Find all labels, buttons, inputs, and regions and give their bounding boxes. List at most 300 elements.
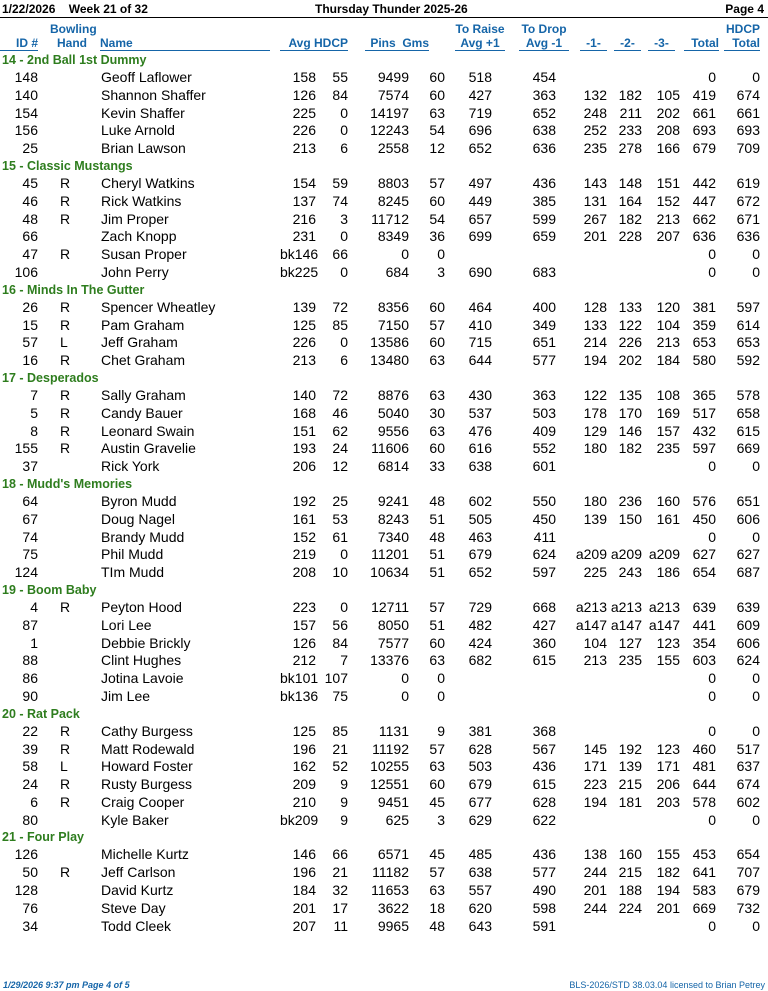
cell-hdcp: 52 <box>332 758 348 775</box>
cell-avg: 140 <box>292 386 316 403</box>
cell-drop: 436 <box>532 758 556 775</box>
cell-htotal: 592 <box>736 352 760 369</box>
cell-hdcp: 0 <box>340 228 348 245</box>
cell-total: 644 <box>692 776 716 793</box>
cell-hdcp: 9 <box>340 793 348 810</box>
cell-hdcp: 25 <box>332 492 348 509</box>
cell-id: 34 <box>22 917 38 934</box>
cell-gms: 63 <box>429 652 445 669</box>
cell-hand: R <box>60 740 71 757</box>
cell-total: 693 <box>692 122 716 139</box>
cell-pins: 684 <box>385 263 409 280</box>
cell-id: 22 <box>22 722 38 739</box>
cell-drop: 436 <box>532 846 556 863</box>
col-to-raise-sub: Avg +1 <box>455 36 505 51</box>
cell-avg: 193 <box>292 440 316 457</box>
cell-gms: 60 <box>429 192 445 209</box>
cell-g3: 161 <box>656 510 680 527</box>
cell-id: 75 <box>22 546 38 563</box>
cell-raise: 699 <box>468 228 492 245</box>
cell-avg: bk101 <box>280 670 319 687</box>
cell-avg: 157 <box>292 616 316 633</box>
cell-raise: 696 <box>468 122 492 139</box>
cell-avg: 137 <box>292 192 316 209</box>
table-row <box>0 723 768 741</box>
cell-g3: 186 <box>656 564 680 581</box>
cell-hdcp: 84 <box>332 634 348 651</box>
cell-g2: a209 <box>610 546 642 563</box>
cell-raise: 381 <box>468 722 492 739</box>
cell-gms: 51 <box>429 546 445 563</box>
cell-g1: 194 <box>583 793 607 810</box>
cell-pins: 7574 <box>377 86 409 103</box>
cell-hdcp: 0 <box>340 334 348 351</box>
cell-g3: 182 <box>656 864 680 881</box>
table-row <box>0 122 768 140</box>
cell-gms: 9 <box>437 722 445 739</box>
cell-raise: 643 <box>468 917 492 934</box>
table-row <box>0 617 768 635</box>
cell-id: 88 <box>22 652 38 669</box>
cell-total: 641 <box>692 864 716 881</box>
cell-avg: bk209 <box>280 811 319 828</box>
cell-gms: 63 <box>429 882 445 899</box>
cell-pins: 8245 <box>377 192 409 209</box>
table-row <box>0 846 768 864</box>
cell-hdcp: 74 <box>332 192 348 209</box>
cell-hdcp: 55 <box>332 69 348 85</box>
cell-g1: 201 <box>583 882 607 899</box>
cell-g3: 123 <box>656 634 680 651</box>
cell-total: 0 <box>708 263 716 280</box>
cell-total: 0 <box>708 246 716 263</box>
col-hdcp: HDCP <box>725 22 760 36</box>
cell-id: 47 <box>22 246 38 263</box>
cell-name: Clint Hughes <box>101 652 182 669</box>
cell-id: 58 <box>22 758 38 775</box>
cell-g1: 223 <box>583 776 607 793</box>
team-heading: 15 - Classic Mustangs <box>2 158 133 173</box>
cell-hand: R <box>60 192 71 209</box>
cell-g1: 138 <box>583 846 607 863</box>
cell-gms: 36 <box>429 228 445 245</box>
cell-gms: 63 <box>429 422 445 439</box>
cell-htotal: 0 <box>752 458 760 475</box>
cell-drop: 615 <box>532 776 556 793</box>
cell-g1: 143 <box>583 174 607 191</box>
cell-avg: 196 <box>292 740 316 757</box>
cell-id: 26 <box>22 298 38 315</box>
cell-hand: R <box>60 598 71 615</box>
cell-raise: 682 <box>468 652 492 669</box>
cell-g1: 267 <box>583 210 607 227</box>
cell-raise: 616 <box>468 440 492 457</box>
cell-g3: 157 <box>656 422 680 439</box>
cell-g2: 182 <box>618 440 642 457</box>
cell-name: Jotina Lavoie <box>101 670 184 687</box>
cell-name: TIm Mudd <box>101 564 165 581</box>
cell-htotal: 0 <box>752 811 760 828</box>
cell-hdcp: 17 <box>332 899 348 916</box>
cell-total: 0 <box>708 811 716 828</box>
cell-pins: 7340 <box>377 528 409 545</box>
cell-name: Cheryl Watkins <box>101 174 195 191</box>
cell-name: Rick York <box>101 458 160 475</box>
cell-pins: 12243 <box>370 122 409 139</box>
cell-htotal: 606 <box>736 634 760 651</box>
cell-total: 662 <box>692 210 716 227</box>
cell-name: Susan Proper <box>101 246 187 263</box>
cell-g3: 152 <box>656 192 680 209</box>
standings-table <box>0 52 768 935</box>
cell-htotal: 578 <box>736 386 760 403</box>
cell-drop: 490 <box>532 882 556 899</box>
cell-g2: 160 <box>618 846 642 863</box>
table-row <box>0 688 768 706</box>
cell-avg: 206 <box>292 458 316 475</box>
cell-htotal: 0 <box>752 246 760 263</box>
cell-hand: R <box>60 776 71 793</box>
cell-total: 580 <box>692 352 716 369</box>
cell-pins: 8356 <box>377 298 409 315</box>
cell-gms: 48 <box>429 917 445 934</box>
cell-avg: 162 <box>292 758 316 775</box>
cell-raise: 729 <box>468 598 492 615</box>
cell-hdcp: 10 <box>332 564 348 581</box>
cell-drop: 360 <box>532 634 556 651</box>
cell-drop: 638 <box>532 122 556 139</box>
cell-hdcp: 46 <box>332 404 348 421</box>
cell-total: 654 <box>692 564 716 581</box>
cell-g1: a147 <box>575 616 607 633</box>
col-pins-gms: Pins Gms <box>365 36 429 51</box>
cell-hdcp: 72 <box>332 298 348 315</box>
cell-total: 365 <box>692 386 716 403</box>
cell-drop: 651 <box>532 334 556 351</box>
cell-gms: 63 <box>429 386 445 403</box>
cell-hdcp: 75 <box>332 687 348 704</box>
cell-id: 50 <box>22 864 38 881</box>
cell-gms: 33 <box>429 458 445 475</box>
cell-id: 24 <box>22 776 38 793</box>
cell-hdcp: 6 <box>340 352 348 369</box>
cell-avg: 208 <box>292 564 316 581</box>
league-title: Thursday Thunder 2025-26 <box>315 2 468 16</box>
cell-avg: bk225 <box>280 263 319 280</box>
cell-total: 661 <box>692 104 716 121</box>
cell-raise: 657 <box>468 210 492 227</box>
cell-htotal: 658 <box>736 404 760 421</box>
cell-raise: 482 <box>468 616 492 633</box>
cell-pins: 9556 <box>377 422 409 439</box>
table-row <box>0 211 768 229</box>
table-row <box>0 193 768 211</box>
report-footer <box>0 980 768 991</box>
cell-g3: 151 <box>656 174 680 191</box>
cell-hdcp: 72 <box>332 386 348 403</box>
cell-drop: 601 <box>532 458 556 475</box>
cell-pins: 14197 <box>370 104 409 121</box>
cell-drop: 411 <box>533 528 556 545</box>
cell-g1: 213 <box>583 652 607 669</box>
cell-htotal: 654 <box>736 846 760 863</box>
cell-drop: 363 <box>532 386 556 403</box>
cell-g2: 233 <box>618 122 642 139</box>
cell-id: 76 <box>22 899 38 916</box>
cell-gms: 63 <box>429 352 445 369</box>
cell-raise: 677 <box>468 793 492 810</box>
table-row <box>0 175 768 193</box>
cell-hdcp: 11 <box>333 917 348 934</box>
cell-hdcp: 21 <box>332 864 348 881</box>
cell-hand: L <box>60 334 68 351</box>
cell-g3: 235 <box>656 440 680 457</box>
cell-g2: 202 <box>618 352 642 369</box>
cell-htotal: 606 <box>736 510 760 527</box>
cell-drop: 436 <box>532 174 556 191</box>
cell-g3: 202 <box>656 104 680 121</box>
cell-drop: 400 <box>532 298 556 315</box>
cell-total: 0 <box>708 69 716 85</box>
cell-drop: 450 <box>532 510 556 527</box>
cell-g2: 182 <box>618 210 642 227</box>
cell-pins: 0 <box>401 246 409 263</box>
cell-name: Lori Lee <box>101 616 152 633</box>
cell-pins: 6814 <box>377 458 409 475</box>
table-row <box>0 758 768 776</box>
cell-htotal: 609 <box>736 616 760 633</box>
cell-g2: 224 <box>618 899 642 916</box>
cell-g3: 104 <box>656 316 680 333</box>
cell-raise: 679 <box>468 546 492 563</box>
cell-g2: 236 <box>618 492 642 509</box>
cell-raise: 602 <box>468 492 492 509</box>
cell-id: 90 <box>22 687 38 704</box>
cell-name: Brian Lawson <box>101 140 186 157</box>
cell-name: Jim Lee <box>101 687 151 704</box>
cell-g1: a213 <box>575 598 607 615</box>
cell-name: Peyton Hood <box>101 598 182 615</box>
header-divider <box>0 17 768 18</box>
cell-raise: 537 <box>468 404 492 421</box>
cell-hand: R <box>60 404 71 421</box>
cell-htotal: 0 <box>752 722 760 739</box>
cell-drop: 577 <box>532 864 556 881</box>
cell-avg: 212 <box>292 652 316 669</box>
table-row <box>0 105 768 123</box>
cell-avg: 126 <box>292 634 316 651</box>
cell-drop: 503 <box>532 404 556 421</box>
cell-raise: 629 <box>468 811 492 828</box>
table-row <box>0 546 768 564</box>
cell-htotal: 653 <box>736 334 760 351</box>
cell-id: 6 <box>30 793 38 810</box>
cell-raise: 430 <box>468 386 492 403</box>
cell-gms: 3 <box>437 811 445 828</box>
cell-pins: 8243 <box>377 510 409 527</box>
cell-g3: a147 <box>648 616 680 633</box>
table-row <box>0 900 768 918</box>
cell-avg: 126 <box>292 86 316 103</box>
team-heading: 16 - Minds In The Gutter <box>2 282 145 297</box>
cell-hdcp: 7 <box>340 652 348 669</box>
cell-g1: 244 <box>583 864 607 881</box>
cell-raise: 464 <box>468 298 492 315</box>
cell-gms: 57 <box>429 740 445 757</box>
cell-raise: 497 <box>468 174 492 191</box>
cell-g2: 226 <box>618 334 642 351</box>
cell-htotal: 0 <box>752 687 760 704</box>
cell-htotal: 674 <box>736 776 760 793</box>
cell-total: 0 <box>708 722 716 739</box>
column-headers <box>0 21 768 52</box>
cell-name: Craig Cooper <box>101 793 185 810</box>
cell-total: 354 <box>692 634 716 651</box>
cell-id: 155 <box>14 440 38 457</box>
table-row <box>0 670 768 688</box>
cell-id: 87 <box>22 616 38 633</box>
cell-hdcp: 3 <box>340 210 348 227</box>
table-row <box>0 299 768 317</box>
cell-id: 154 <box>14 104 38 121</box>
cell-g3: 155 <box>656 652 680 669</box>
cell-pins: 11712 <box>371 210 409 227</box>
cell-avg: 226 <box>292 122 316 139</box>
cell-drop: 599 <box>532 210 556 227</box>
cell-g2: 122 <box>618 316 642 333</box>
cell-total: 578 <box>692 793 716 810</box>
cell-htotal: 624 <box>736 652 760 669</box>
cell-drop: 597 <box>532 564 556 581</box>
cell-hdcp: 0 <box>340 263 348 280</box>
cell-g3: 169 <box>656 404 680 421</box>
cell-total: 0 <box>708 670 716 687</box>
cell-g3: 194 <box>656 882 680 899</box>
cell-g3: 171 <box>656 758 680 775</box>
table-row <box>0 511 768 529</box>
cell-htotal: 687 <box>736 564 760 581</box>
cell-hdcp: 107 <box>324 670 348 687</box>
cell-htotal: 614 <box>736 316 760 333</box>
cell-pins: 3622 <box>377 899 409 916</box>
cell-pins: 8876 <box>377 386 409 403</box>
cell-id: 80 <box>22 811 38 828</box>
cell-htotal: 0 <box>752 69 760 85</box>
col-hand: Hand <box>57 36 87 50</box>
cell-id: 4 <box>30 598 38 615</box>
cell-total: 442 <box>692 174 716 191</box>
cell-g2: 243 <box>618 564 642 581</box>
cell-id: 67 <box>22 510 38 527</box>
cell-pins: 9965 <box>377 917 409 934</box>
table-row <box>0 458 768 476</box>
cell-pins: 11182 <box>372 864 409 881</box>
cell-g3: 207 <box>656 228 680 245</box>
cell-id: 74 <box>22 528 38 545</box>
cell-id: 48 <box>22 210 38 227</box>
cell-g3: 108 <box>656 386 680 403</box>
cell-g2: 182 <box>618 86 642 103</box>
cell-name: Candy Bauer <box>101 404 183 421</box>
cell-gms: 18 <box>429 899 445 916</box>
cell-id: 156 <box>14 122 38 139</box>
cell-g3: 213 <box>656 334 680 351</box>
cell-name: Sally Graham <box>101 386 186 403</box>
cell-g1: a209 <box>575 546 607 563</box>
cell-hdcp: 84 <box>332 86 348 103</box>
col-id: ID # <box>0 36 38 51</box>
cell-hdcp: 62 <box>332 422 348 439</box>
cell-g1: 133 <box>583 316 607 333</box>
cell-total: 517 <box>692 404 716 421</box>
col-bowling: Bowling <box>50 22 97 36</box>
table-row <box>0 317 768 335</box>
cell-raise: 463 <box>468 528 492 545</box>
cell-gms: 51 <box>429 564 445 581</box>
cell-name: Debbie Brickly <box>101 634 191 651</box>
cell-g3: 166 <box>656 140 680 157</box>
col-total: Total <box>684 36 719 51</box>
cell-pins: 625 <box>385 811 409 828</box>
cell-drop: 683 <box>532 263 556 280</box>
cell-raise: 652 <box>468 564 492 581</box>
cell-gms: 57 <box>429 316 445 333</box>
cell-avg: 139 <box>292 298 316 315</box>
table-row <box>0 228 768 246</box>
cell-drop: 624 <box>532 546 556 563</box>
cell-name: Kevin Shaffer <box>101 104 185 121</box>
cell-total: 460 <box>692 740 716 757</box>
cell-g3: a213 <box>648 598 680 615</box>
cell-g1: 194 <box>583 352 607 369</box>
cell-id: 66 <box>22 228 38 245</box>
cell-g1: 201 <box>583 228 607 245</box>
cell-htotal: 679 <box>736 882 760 899</box>
cell-pins: 9451 <box>377 793 409 810</box>
team-heading: 17 - Desperados <box>2 370 99 385</box>
cell-name: Luke Arnold <box>101 122 175 139</box>
cell-raise: 427 <box>468 86 492 103</box>
cell-hdcp: 9 <box>340 776 348 793</box>
cell-total: 627 <box>692 546 716 563</box>
cell-g2: 148 <box>618 174 642 191</box>
cell-pins: 1131 <box>378 722 409 739</box>
cell-drop: 652 <box>532 104 556 121</box>
cell-drop: 454 <box>532 69 556 85</box>
cell-g2: 192 <box>618 740 642 757</box>
cell-total: 576 <box>692 492 716 509</box>
col-game1: -1- <box>580 36 607 51</box>
cell-pins: 8050 <box>377 616 409 633</box>
cell-id: 25 <box>22 140 38 157</box>
cell-hand: R <box>60 864 71 881</box>
table-row <box>0 440 768 458</box>
cell-pins: 8803 <box>377 174 409 191</box>
cell-name: Todd Cleek <box>101 917 172 934</box>
cell-htotal: 517 <box>736 740 760 757</box>
cell-raise: 620 <box>468 899 492 916</box>
cell-hdcp: 66 <box>332 246 348 263</box>
cell-g2: 228 <box>618 228 642 245</box>
cell-htotal: 709 <box>736 140 760 157</box>
cell-id: 1 <box>30 634 38 651</box>
cell-name: Austin Gravelie <box>101 440 196 457</box>
cell-avg: 154 <box>292 174 316 191</box>
cell-avg: 225 <box>292 104 316 121</box>
cell-drop: 615 <box>532 652 556 669</box>
cell-avg: 213 <box>292 352 316 369</box>
col-to-raise: To Raise <box>455 22 505 36</box>
